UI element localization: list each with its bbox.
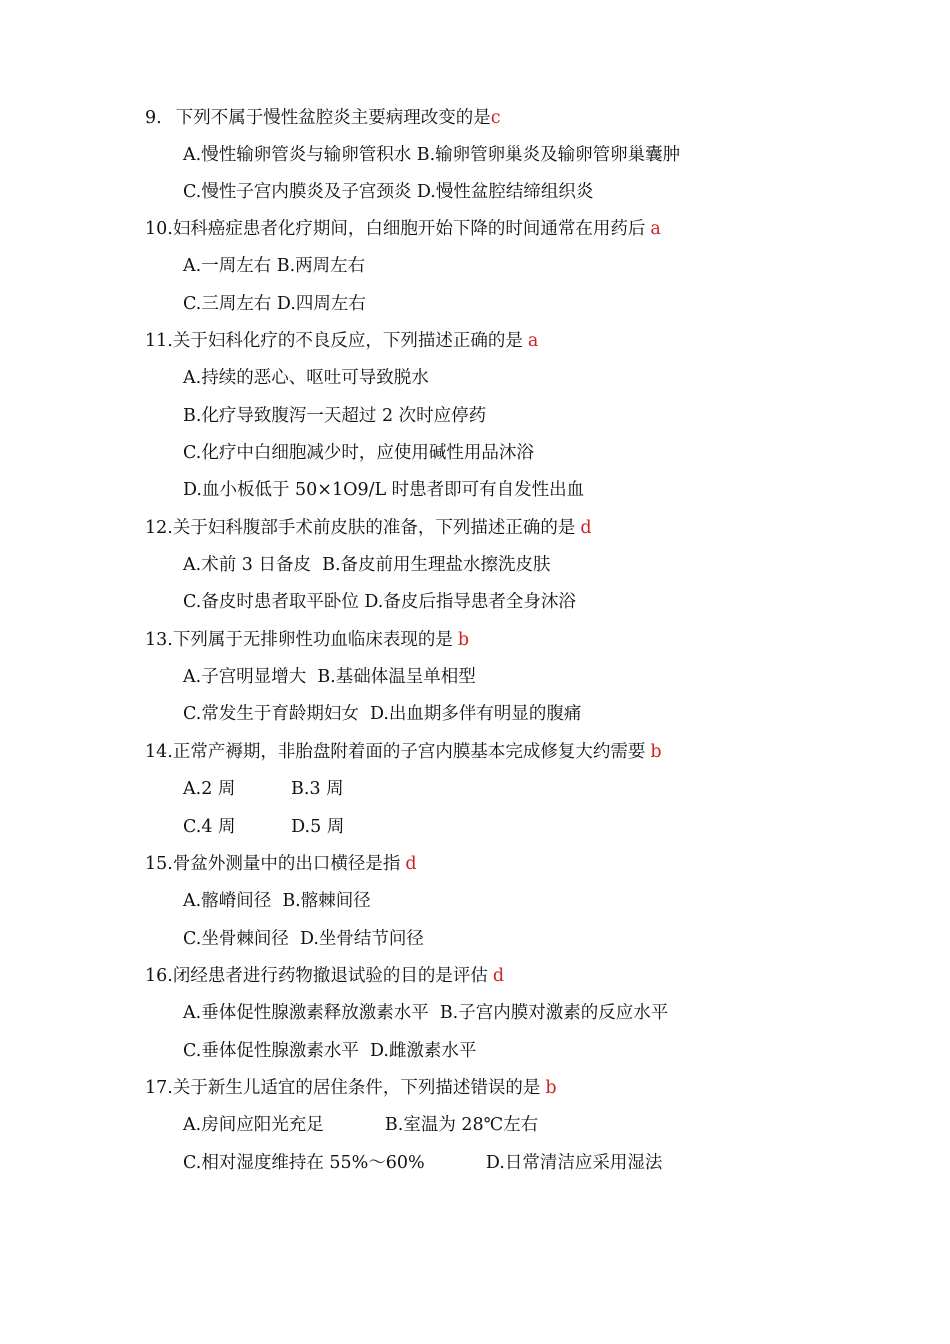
option-line: C.垂体促性腺激素水平 D.雌激素水平 xyxy=(183,1041,477,1061)
question-number: 17. xyxy=(145,1078,173,1098)
option-line: B.化疗导致腹泻一天超过 2 次时应停药 xyxy=(183,406,487,426)
question-14 xyxy=(145,740,662,764)
option-line: A.持续的恶心、呕吐可导致脱水 xyxy=(183,368,429,388)
answer-key: b xyxy=(545,1078,557,1098)
question-10 xyxy=(145,217,661,241)
question-stem: 下列属于无排卵性功血临床表现的是 xyxy=(172,630,453,650)
question-number: 14. xyxy=(145,742,173,762)
option-line: D.血小板低于 50×1O9/L 时患者即可有自发性出血 xyxy=(183,480,585,500)
option-line: C.化疗中白细胞减少时，应使用碱性用品沐浴 xyxy=(183,443,534,463)
question-stem: 骨盆外测量中的出口横径是指 xyxy=(172,854,401,874)
answer-key: d xyxy=(492,966,505,986)
question-stem: 闭经患者进行药物撤退试验的目的是评估 xyxy=(172,966,488,986)
option-line: C.相对湿度维持在 55%～60% D.日常清洁应采用湿法 xyxy=(183,1153,663,1173)
option-line: A.房间应阳光充足 B.室温为 28℃左右 xyxy=(183,1115,539,1135)
option-line: A.一周左右 B.两周左右 xyxy=(183,256,366,276)
option-line: A.子宫明显增大 B.基础体温呈单相型 xyxy=(183,667,476,687)
option-line: A.垂体促性腺激素释放激素水平 B.子宫内膜对激素的反应水平 xyxy=(183,1003,669,1023)
option-line: C.备皮时患者取平卧位 D.备皮后指导患者全身沐浴 xyxy=(183,592,576,612)
question-17 xyxy=(145,1076,557,1100)
question-15 xyxy=(145,852,417,876)
question-9 xyxy=(145,106,501,130)
option-line: A.2 周 B.3 周 xyxy=(183,779,344,799)
answer-key: a xyxy=(527,331,539,351)
option-line: C.慢性子宫内膜炎及子宫颈炎 D.慢性盆腔结缔组织炎 xyxy=(183,182,594,202)
option-line: C.常发生于育龄期妇女 D.出血期多伴有明显的腹痛 xyxy=(183,704,582,724)
answer-key: a xyxy=(650,219,661,239)
question-number: 12. xyxy=(145,518,173,538)
option-line: C.三周左右 D.四周左右 xyxy=(183,294,366,314)
question-number: 10. xyxy=(145,219,173,239)
question-stem: 下列不属于慢性盆腔炎主要病理改变的是 xyxy=(175,108,491,128)
question-stem: 关于妇科腹部手术前皮肤的准备，下列描述正确的是 xyxy=(172,518,576,538)
question-number: 11. xyxy=(145,331,173,351)
question-11 xyxy=(145,329,538,353)
question-16 xyxy=(145,964,504,988)
option-line: C.4 周 D.5 周 xyxy=(183,817,345,837)
answer-key: b xyxy=(650,742,662,762)
question-stem: 正常产褥期，非胎盘附着面的子宫内膜基本完成修复大约需要 xyxy=(172,742,646,762)
option-line: A.髂嵴间径 B.髂棘间径 xyxy=(183,891,371,911)
question-13 xyxy=(145,628,469,652)
answer-key: c xyxy=(490,108,501,128)
option-line: A.慢性输卵管炎与输卵管积水 B.输卵管卵巢炎及输卵管卵巢囊肿 xyxy=(183,145,681,165)
question-number: 9. xyxy=(145,108,162,128)
question-12 xyxy=(145,516,592,540)
answer-key: d xyxy=(405,854,417,874)
option-line: C.坐骨棘间径 D.坐骨结节问径 xyxy=(183,929,424,949)
question-stem: 关于妇科化疗的不良反应，下列描述正确的是 xyxy=(172,331,523,351)
answer-key: d xyxy=(580,518,592,538)
question-number: 15. xyxy=(145,854,173,874)
question-stem: 关于新生儿适宜的居住条件，下列描述错误的是 xyxy=(172,1078,541,1098)
question-number: 16. xyxy=(145,966,173,986)
question-number: 13. xyxy=(145,630,173,650)
option-line: A.术前 3 日备皮 B.备皮前用生理盐水擦洗皮肤 xyxy=(183,555,551,575)
answer-key: b xyxy=(457,630,470,650)
question-stem: 妇科癌症患者化疗期间，白细胞开始下降的时间通常在用药后 xyxy=(172,219,646,239)
